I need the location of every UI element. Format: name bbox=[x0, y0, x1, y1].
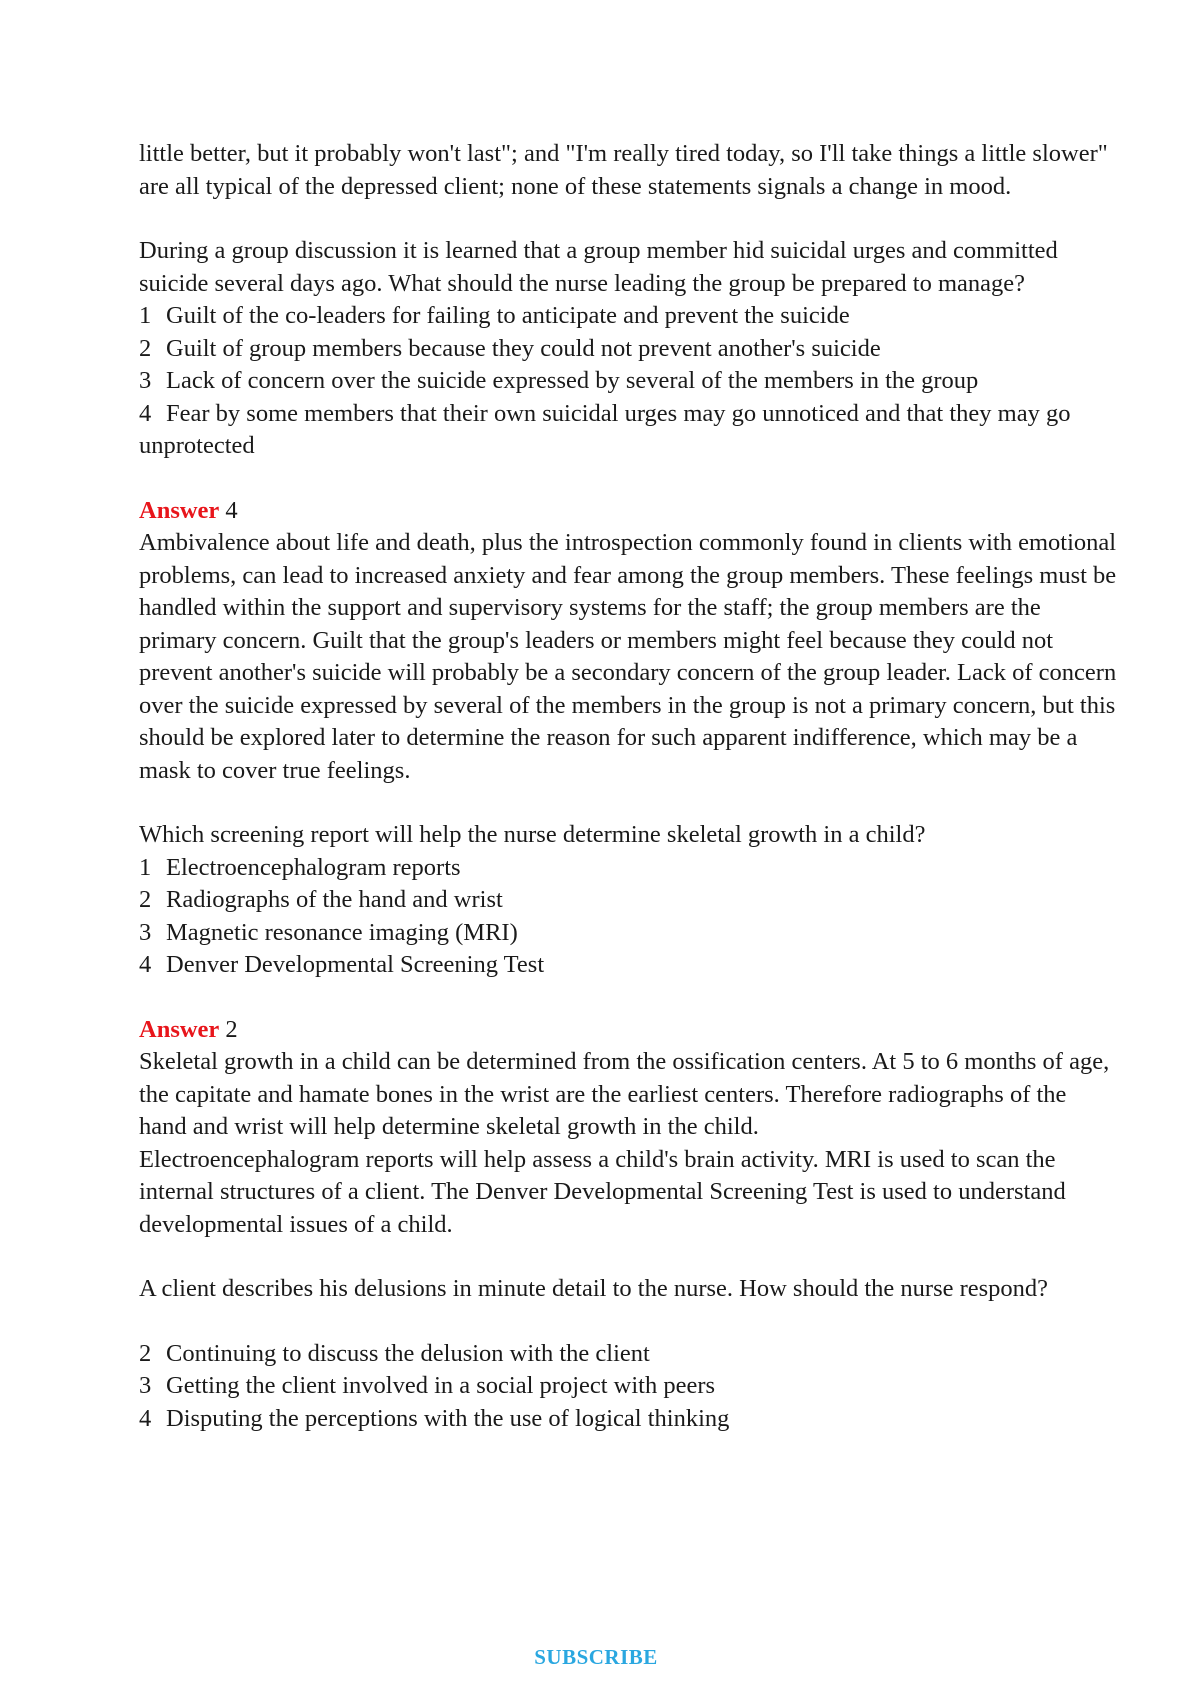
spacer bbox=[139, 1241, 1119, 1273]
answer-label: Answer bbox=[139, 496, 220, 524]
answer-value: 4 bbox=[225, 496, 238, 524]
document-page bbox=[139, 138, 1119, 1435]
rationale-paragraph: Electroencephalogram reports will help assess a child's brain activity. MRI is used to scan the internal structures of a client. The Denver Developmental Screening Test is used to understand developmental issues of a child. bbox=[139, 1145, 1066, 1238]
option-list bbox=[139, 300, 1119, 463]
option-item: 3 Magnetic resonance imaging (MRI) bbox=[139, 918, 518, 946]
question-block-3 bbox=[139, 1273, 1119, 1435]
question-text: During a group discussion it is learned that a group member hid suicidal urges and committed suicide several days ago. What should the nurse leading the group be prepared to manage? bbox=[139, 237, 1058, 297]
spacer bbox=[139, 787, 1119, 819]
option-item: 4 Denver Developmental Screening Test bbox=[139, 951, 545, 978]
option-item: 3 Lack of concern over the suicide expressed by several of the members in the group bbox=[139, 367, 979, 394]
option-item: 2 Continuing to discuss the delusion with the client bbox=[139, 1339, 650, 1367]
option-item: 4 Fear by some members that their own suicidal urges may go unnoticed and that they may go unprotected bbox=[139, 399, 1071, 459]
answer-line bbox=[139, 1014, 1119, 1047]
answer-line bbox=[139, 495, 1119, 528]
rationale-paragraph: Skeletal growth in a child can be determined from the ossification centers. At 5 to 6 months of age, the capitate and hamate bones in the wrist are the earliest centers. Therefore radiographs of the hand and wrist will help determine skeletal growth in the child. bbox=[139, 1048, 1110, 1140]
question-text: Which screening report will help the nurse determine skeletal growth in a child? bbox=[139, 821, 926, 848]
option-list bbox=[139, 1338, 1119, 1436]
subscribe-link[interactable]: SUBSCRIBE bbox=[534, 1645, 658, 1669]
spacer bbox=[139, 982, 1119, 1014]
option-item: 3 Getting the client involved in a social project with peers bbox=[139, 1372, 716, 1399]
question-block-2 bbox=[139, 819, 1119, 1241]
question-text: A client describes his delusions in minute detail to the nurse. How should the nurse respond? bbox=[139, 1275, 1049, 1302]
option-item: 1 Electroencephalogram reports bbox=[139, 853, 461, 881]
question-block-1 bbox=[139, 235, 1119, 787]
option-item: 2 Guilt of group members because they could not prevent another's suicide bbox=[139, 334, 881, 362]
spacer bbox=[139, 203, 1119, 235]
option-item: 2 Radiographs of the hand and wrist bbox=[139, 886, 503, 913]
option-item: 4 Disputing the perceptions with the use of logical thinking bbox=[139, 1404, 730, 1432]
spacer bbox=[139, 1306, 1119, 1338]
option-list bbox=[139, 852, 1119, 982]
rationale-paragraph: Ambivalence about life and death, plus the introspection commonly found in clients with emotional problems, can lead to increased anxiety and fear among the group members. These feelings must be handled within the support and supervisory systems for the staff; the group members are the primary concern. Guilt that the group's leaders or members might feel because they could not prevent another's suicide will probably be a secondary concern of the group leader. Lack of concern over the suicide expressed by several of the members in the group is not a primary concern, but this should be explored later to determine the reason for such apparent indifference, which may be a mask to cover true feelings. bbox=[139, 529, 1117, 784]
spacer bbox=[139, 463, 1119, 495]
intro-tail-paragraph: little better, but it probably won't last"; and "I'm really tired today, so I'll take things a little slower" are all typical of the depressed client; none of these statements signals a change in mood. bbox=[139, 140, 1108, 200]
answer-value: 2 bbox=[225, 1015, 238, 1043]
option-item: 1 Guilt of the co-leaders for failing to anticipate and prevent the suicide bbox=[139, 302, 850, 329]
answer-label: Answer bbox=[139, 1015, 220, 1043]
